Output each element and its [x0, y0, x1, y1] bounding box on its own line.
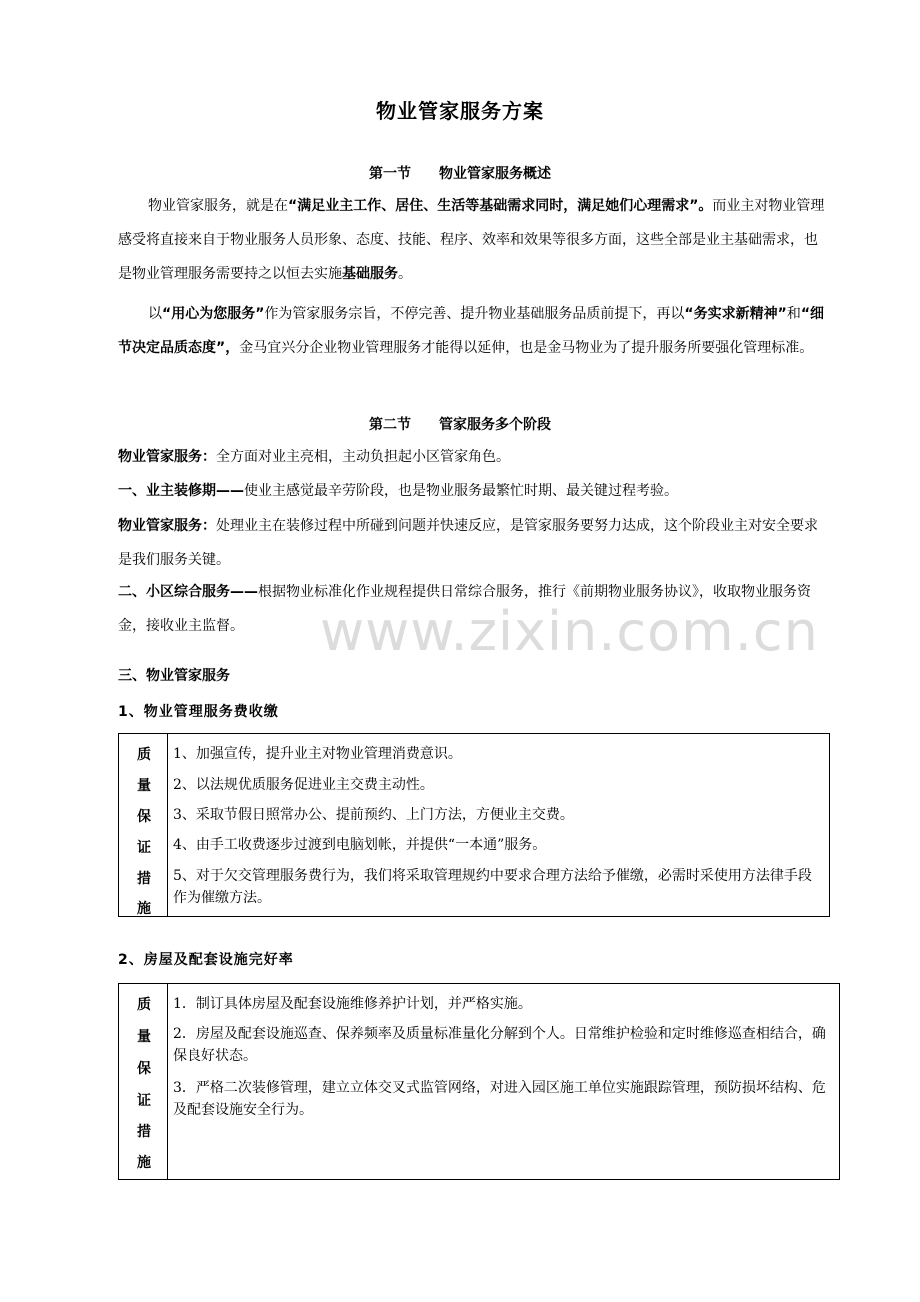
table-1-side-char-5: 措 — [137, 871, 151, 887]
table-1-side-char-6: 施 — [137, 901, 151, 917]
table-2-item-2: 2．房屋及配套设施巡查、保养频率及质量标准量化分解到个人。日常维护检验和定时维修巡查相结合，确保良好状态。 — [173, 1026, 826, 1064]
p1-text-e: 。 — [398, 266, 412, 282]
section-1-heading — [0, 163, 920, 183]
table-1-item-4: 4、由手工收费逐步过渡到电脑划帐，并提供“一本通”服务。 — [173, 837, 547, 853]
stage-line-3-text: 处理业主在装修过程中所碰到问题并快速反应，是管家服务要努力达成，这个阶段业主对安全要求是我们服务关键。 — [118, 518, 818, 568]
watermark: www.zixin.com.cn — [320, 600, 819, 663]
stage-line-3-label: 物业管家服务： — [118, 518, 216, 534]
table-2-item-3: 3．严格二次装修管理，建立立体交叉式监管网络，对进入园区施工单位实施跟踪管理，预防损坏结构、危及配套设施安全行为。 — [173, 1080, 826, 1118]
stage-line-1 — [118, 445, 838, 469]
table-2-side-char-1: 质 — [137, 997, 151, 1013]
stage-line-2 — [118, 479, 838, 503]
section-1-name: 物业管家服务概述 — [439, 166, 551, 182]
measures-table-2 — [118, 983, 840, 1180]
stage-line-4-text: 根据物业标准化作业规程提供日常综合服务，推行《前期物业服务协议》，收取物业服务资金，接收业主监督。 — [118, 584, 811, 634]
subsection-1-heading: 1、物业管理服务费收缴 — [118, 704, 279, 720]
p2-bold-spirit: “务实求新精神” — [684, 306, 787, 322]
document-title: 物业管家服务方案 — [376, 99, 544, 123]
p2-text-c: 作为管家服务宗旨，不停完善、提升物业基础服务品质前提下，再以 — [264, 306, 685, 322]
stage-line-2-text: 使业主感觉最辛劳阶段，也是物业服务最繁忙时期、最关键过程考验。 — [244, 483, 678, 499]
table-1-item-3: 3、采取节假日照常办公、提前预约、上门方法，方便业主交费。 — [173, 807, 574, 823]
stage-line-4-label: 二、小区综合服务—— — [118, 584, 258, 600]
measures-table-1 — [118, 733, 830, 917]
p1-text-c: 而业主对物业管理感受将直接来自于物业服务人员形象、态度、技能、程序、效率和效果等很多方面，这些全部是业主基础需求，也是物业管理服务需要持之以恒去实施 — [118, 198, 825, 282]
section-2-name: 管家服务多个阶段 — [439, 417, 551, 433]
p2-bold-attitude: “细节决定品质态度”， — [118, 306, 825, 356]
p1-bold-quote: “满足业主工作、居住、生活等基础需求同时，满足她们心理需求”。 — [288, 198, 713, 214]
section-2-heading — [0, 414, 920, 434]
section-1-number: 第一节 — [369, 166, 411, 182]
table-1-side-char-4: 证 — [137, 840, 151, 856]
table-2-side-char-4: 证 — [137, 1093, 151, 1109]
table-1-side-char-3: 保 — [137, 809, 151, 825]
paragraph-2 — [118, 297, 828, 365]
p2-text-g: 金马宜兴分企业物业管理服务才能得以延伸，也是金马物业为了提升服务所要强化管理标准。 — [239, 340, 814, 356]
table-1-side-char-2: 量 — [137, 778, 151, 794]
table-2-side-char-6: 施 — [137, 1155, 151, 1171]
table-2-item-1: 1．制订具体房屋及配套设施维修养护计划，并严格实施。 — [173, 996, 532, 1012]
p2-text-e: 和 — [786, 306, 801, 322]
table-1-item-1: 1、加强宣传，提升业主对物业管理消费意识。 — [173, 746, 462, 762]
subsection-2-heading: 2、房屋及配套设施完好率 — [118, 952, 294, 968]
table-1-item-2: 2、以法规优质服务促进业主交费主动性。 — [173, 777, 434, 793]
table-2-side-char-5: 措 — [137, 1124, 151, 1140]
table-2-side-char-3: 保 — [137, 1061, 151, 1077]
stage-line-5: 三、物业管家服务 — [118, 668, 230, 684]
table-1-item-5: 5、对于欠交管理服务费行为，我们将采取管理规约中要求合理方法给予催缴，必需时采使用方法律手段作为催缴方法。 — [173, 868, 812, 906]
stage-line-2-label: 一、业主装修期—— — [118, 483, 244, 499]
p1-text-a: 物业管家服务，就是在 — [148, 198, 288, 214]
section-2-number: 第二节 — [369, 417, 411, 433]
p2-bold-motto: “用心为您服务” — [162, 306, 265, 322]
paragraph-1 — [118, 189, 828, 291]
table-1-side-char-1: 质 — [137, 747, 151, 763]
p2-text-a: 以 — [148, 306, 162, 322]
stage-line-1-text: 全方面对业主亮相，主动负担起小区管家角色。 — [216, 449, 510, 465]
p1-bold-basic-service: 基础服务 — [342, 266, 398, 282]
stage-line-3 — [118, 509, 830, 577]
table-2-side-char-2: 量 — [137, 1029, 151, 1045]
stage-line-1-label: 物业管家服务： — [118, 449, 216, 465]
